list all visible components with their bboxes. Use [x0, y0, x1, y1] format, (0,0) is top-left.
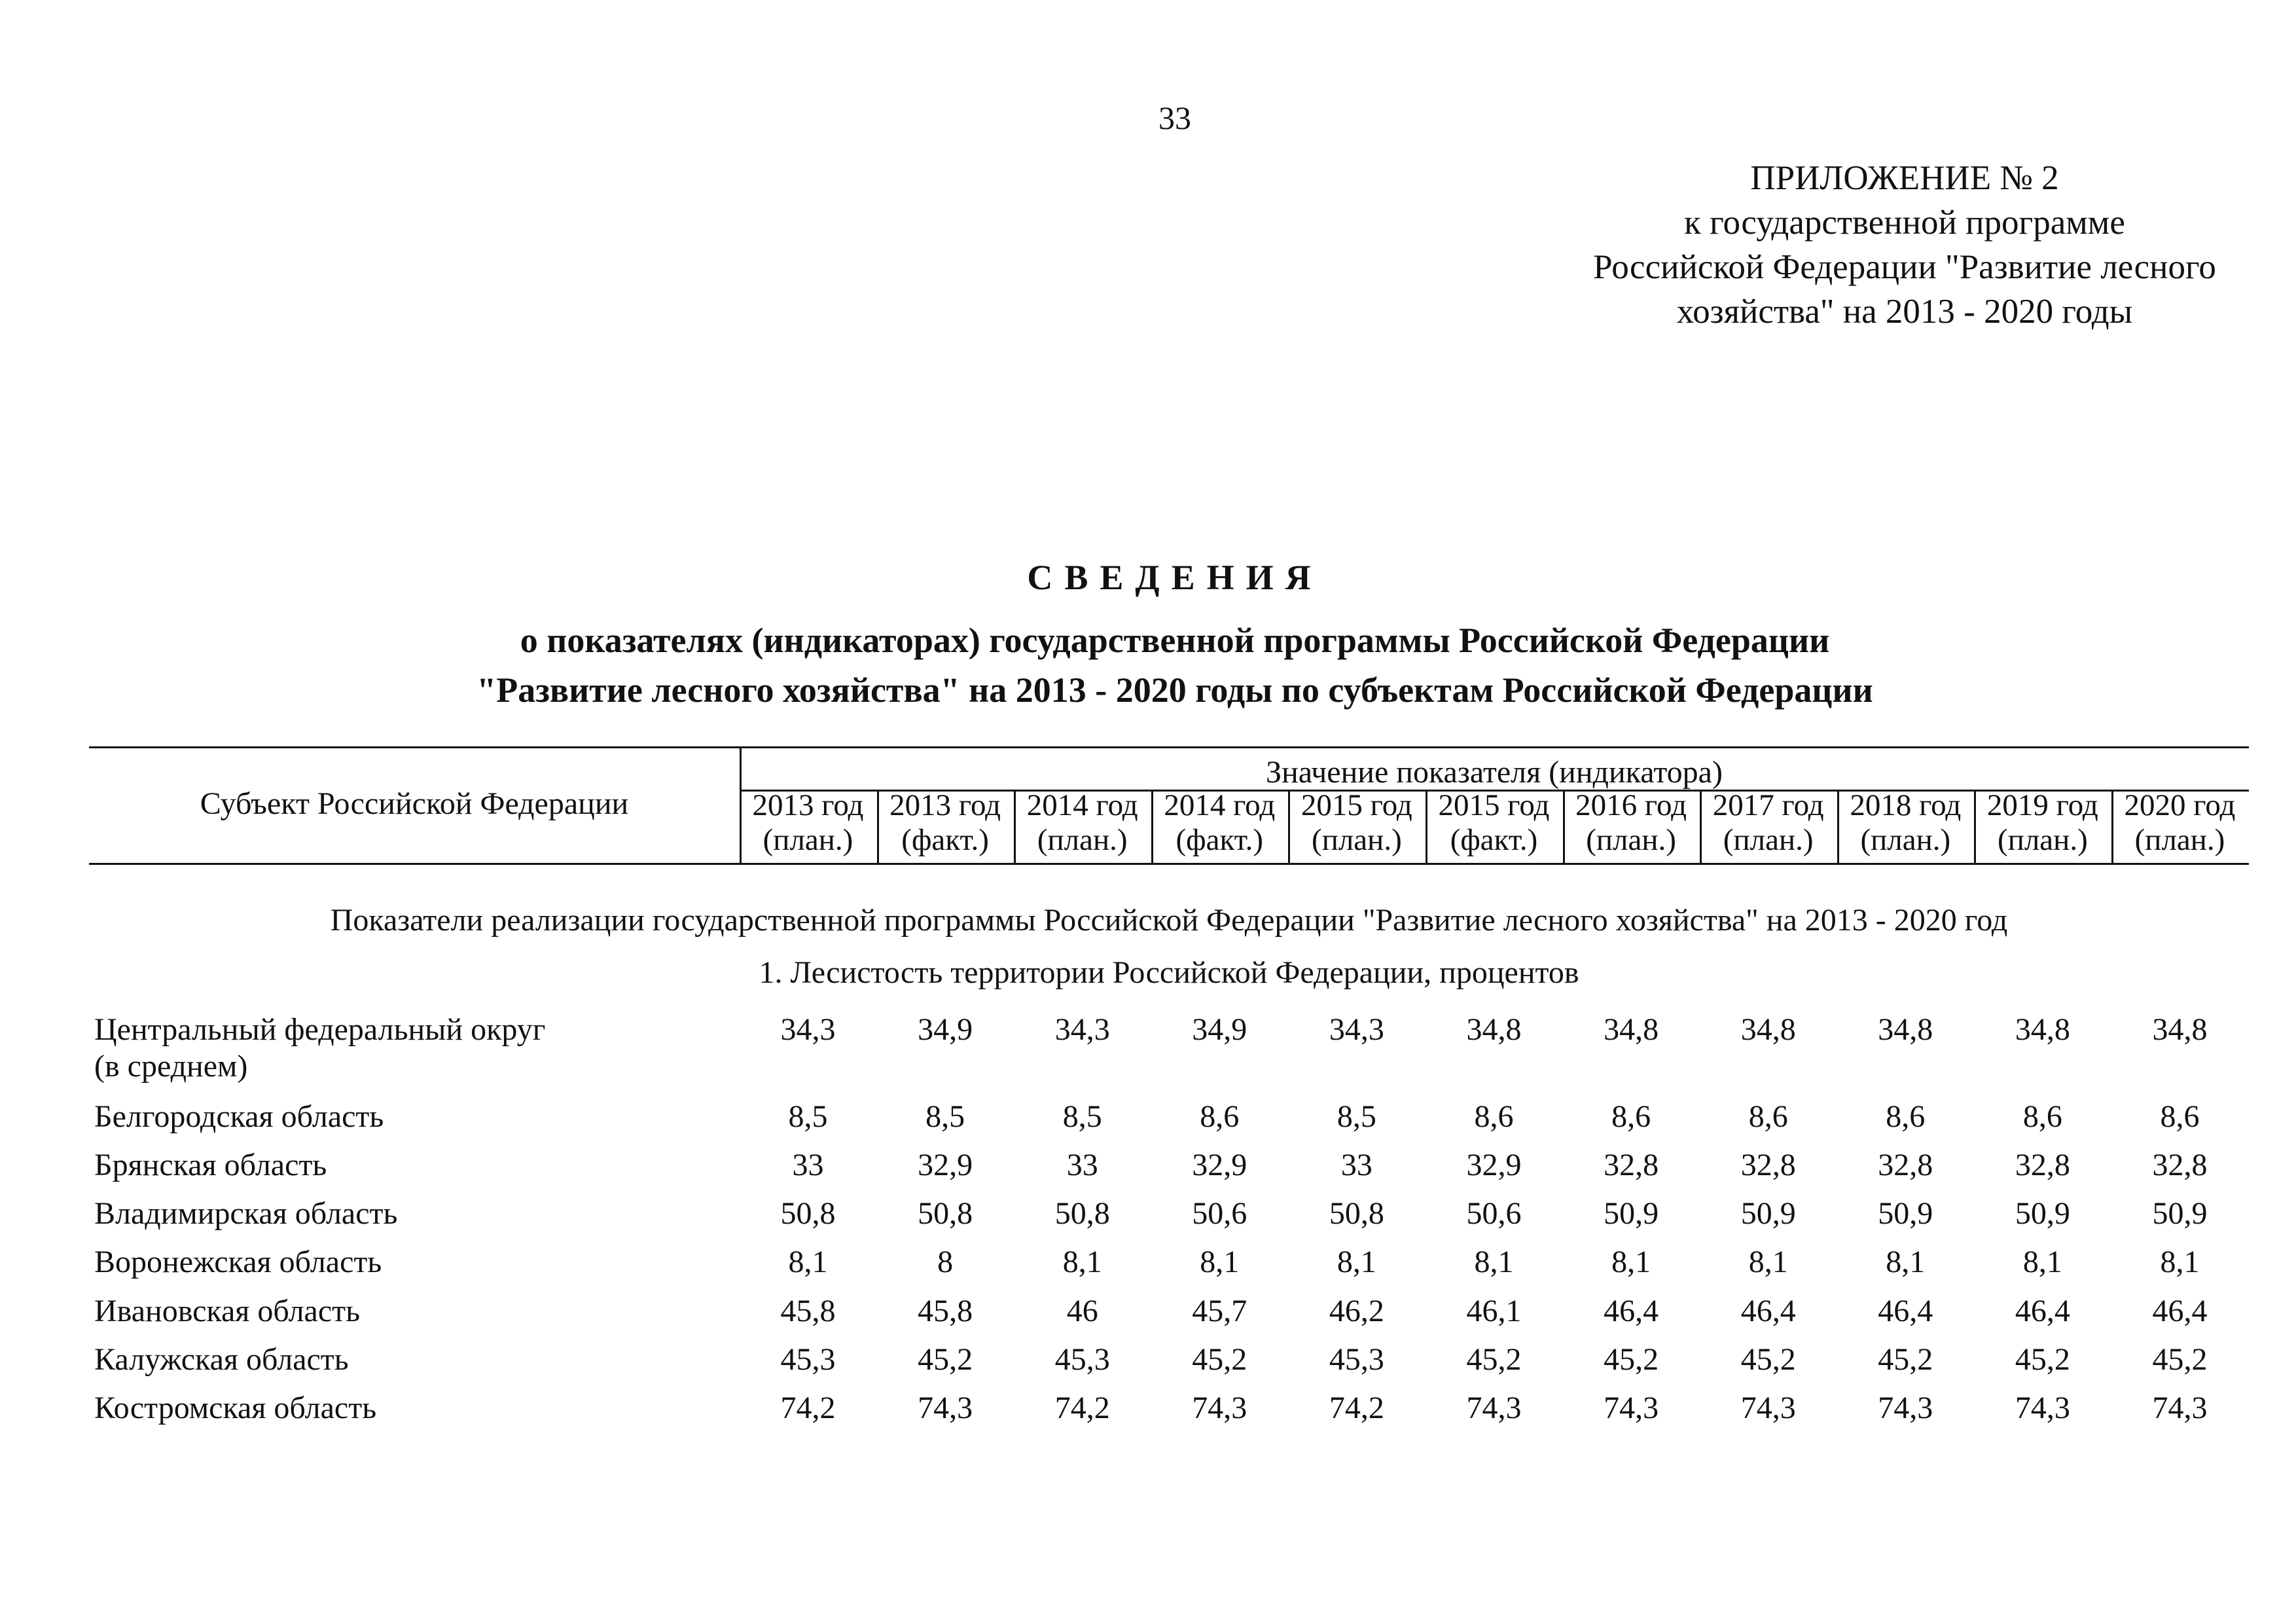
value-kind-label: (план.)	[1312, 823, 1402, 857]
region-name	[94, 1147, 723, 1184]
year-column-header	[877, 788, 1014, 858]
indicator-value: 45,2	[1604, 1342, 1659, 1377]
indicator-value: 45,2	[1466, 1342, 1522, 1377]
indicator-value: 34,3	[780, 1012, 836, 1047]
value-kind-label: (план.)	[1723, 823, 1814, 857]
year-label: 2015 год	[1300, 788, 1412, 822]
indicator-value: 32,8	[2015, 1148, 2070, 1182]
appendix-line-1: ПРИЛОЖЕНИЕ № 2	[1750, 159, 2059, 197]
region-name	[94, 1195, 723, 1232]
indicator-value: 45,2	[2015, 1342, 2070, 1377]
subtitle-line-2: "Развитие лесного хозяйства" на 2013 - 2020 годы по субъектам Российской Федерации	[476, 670, 1873, 710]
indicator-value: 50,9	[1878, 1196, 1933, 1231]
indicator-value: 45,8	[780, 1294, 836, 1328]
subject-column-header: Субъект Российской Федерации	[200, 786, 629, 821]
indicator-value: 32,9	[1466, 1148, 1522, 1182]
document-title: СВЕДЕНИЯ	[1027, 558, 1323, 597]
indicator-value: 50,9	[2015, 1196, 2070, 1231]
value-kind-label: (план.)	[1586, 823, 1676, 857]
section-title: Показатели реализации государственной программы Российской Федерации "Развитие лесного хозяйства" на 2013 - 2020 год	[330, 903, 2008, 938]
year-label: 2014 год	[1164, 788, 1276, 822]
indicator-value: 34,3	[1329, 1012, 1384, 1047]
indicator-value: 34,8	[1466, 1012, 1522, 1047]
year-column-divider	[1700, 791, 1702, 865]
indicator-value: 45,8	[918, 1294, 973, 1328]
indicator-value: 8,5	[1062, 1099, 1102, 1134]
year-column-header	[1288, 788, 1425, 858]
indicator-value: 34,9	[918, 1012, 973, 1047]
region-name-line: Калужская область	[94, 1342, 349, 1377]
region-name-line: Костромская область	[94, 1391, 377, 1425]
indicator-value: 32,9	[918, 1148, 973, 1182]
year-label: 2013 год	[889, 788, 1001, 822]
value-kind-label: (факт.)	[1175, 823, 1264, 857]
year-label: 2014 год	[1026, 788, 1138, 822]
indicator-value: 50,8	[1054, 1196, 1110, 1231]
indicator-value: 8,1	[788, 1245, 828, 1279]
indicator-value: 50,8	[918, 1196, 973, 1231]
indicator-value: 34,8	[1740, 1012, 1796, 1047]
indicator-value: 32,8	[1740, 1148, 1796, 1182]
year-column-header	[1837, 788, 1974, 858]
indicator-value: 46,4	[2015, 1294, 2070, 1328]
indicator-value: 8,6	[2160, 1099, 2200, 1134]
region-name	[94, 1341, 723, 1378]
value-kind-label: (план.)	[2134, 823, 2225, 857]
year-column-header	[1563, 788, 1700, 858]
indicator-value: 46,4	[1878, 1294, 1933, 1328]
value-kind-label: (факт.)	[901, 823, 989, 857]
value-kind-label: (план.)	[1037, 823, 1128, 857]
indicator-value: 50,6	[1192, 1196, 1247, 1231]
year-label: 2020 год	[2124, 788, 2236, 822]
indicator-value: 74,2	[1329, 1391, 1384, 1425]
indicator-value: 8,5	[1336, 1099, 1376, 1134]
region-name-line: Воронежская область	[94, 1245, 382, 1279]
indicator-value: 33	[1340, 1148, 1372, 1182]
indicator-value: 74,2	[780, 1391, 836, 1425]
indicator-value: 46,4	[1604, 1294, 1659, 1328]
indicator-value: 8,6	[2022, 1099, 2062, 1134]
year-column-header	[740, 788, 876, 858]
indicator-value: 74,2	[1054, 1391, 1110, 1425]
indicator-value: 32,8	[1878, 1148, 1933, 1182]
indicator-value: 50,8	[780, 1196, 836, 1231]
year-column-divider	[1563, 791, 1565, 865]
region-name	[94, 1099, 723, 1135]
year-label: 2015 год	[1438, 788, 1550, 822]
indicator-value: 8	[937, 1245, 954, 1279]
appendix-line-3: Российской Федерации "Развитие лесного	[1593, 248, 2216, 286]
indicator-value: 45,2	[1192, 1342, 1247, 1377]
indicator-value: 74,3	[1604, 1391, 1659, 1425]
indicator-title: 1. Лесистость территории Российской Федерации, процентов	[759, 955, 1579, 990]
year-label: 2013 год	[752, 788, 864, 822]
value-group-header: Значение показателя (индикатора)	[1266, 755, 1723, 790]
value-kind-label: (план.)	[762, 823, 853, 857]
indicator-value: 50,8	[1329, 1196, 1384, 1231]
appendix-line-2: к государственной программе	[1684, 204, 2125, 242]
appendix-line-4: хозяйства" на 2013 - 2020 годы	[1676, 293, 2133, 331]
indicator-value: 34,8	[2152, 1012, 2208, 1047]
indicator-value: 74,3	[1740, 1391, 1796, 1425]
value-kind-label: (план.)	[1998, 823, 2088, 857]
region-name-line: Белгородская область	[94, 1099, 384, 1134]
indicator-value: 46,2	[1329, 1294, 1384, 1328]
indicator-value: 74,3	[2152, 1391, 2208, 1425]
indicator-value: 45,3	[1054, 1342, 1110, 1377]
indicator-value: 74,3	[1192, 1391, 1247, 1425]
indicator-value: 74,3	[918, 1391, 973, 1425]
year-column-divider	[877, 791, 879, 865]
region-name-line: Центральный федеральный округ	[94, 1012, 546, 1047]
region-name-line: (в среднем)	[94, 1049, 248, 1084]
indicator-value: 46	[1066, 1294, 1098, 1328]
indicator-value: 8,6	[1474, 1099, 1514, 1134]
indicator-value: 32,9	[1192, 1148, 1247, 1182]
year-column-header	[1700, 788, 1837, 858]
year-label: 2018 год	[1850, 788, 1962, 822]
year-column-divider	[2111, 791, 2113, 865]
indicator-value: 8,6	[1200, 1099, 1240, 1134]
indicator-value: 34,3	[1054, 1012, 1110, 1047]
indicator-value: 8,5	[788, 1099, 828, 1134]
region-name-line: Брянская область	[94, 1148, 327, 1182]
indicator-value: 8,1	[2022, 1245, 2062, 1279]
year-column-divider	[1288, 791, 1290, 865]
indicator-value: 50,9	[1740, 1196, 1796, 1231]
indicator-value: 8,1	[1062, 1245, 1102, 1279]
year-label: 2019 год	[1986, 788, 2098, 822]
indicator-value: 74,3	[1878, 1391, 1933, 1425]
appendix-block	[1518, 156, 2291, 334]
year-column-header	[1426, 788, 1562, 858]
region-name-line: Владимирская область	[94, 1196, 398, 1231]
indicator-value: 8,1	[1611, 1245, 1651, 1279]
indicator-value: 50,9	[1604, 1196, 1659, 1231]
region-name	[94, 1012, 723, 1085]
indicator-value: 74,3	[1466, 1391, 1522, 1425]
indicator-value: 8,1	[1748, 1245, 1788, 1279]
indicator-value: 8,6	[1611, 1099, 1651, 1134]
indicator-value: 8,1	[1336, 1245, 1376, 1279]
year-column-header	[1151, 788, 1288, 858]
indicator-value: 34,9	[1192, 1012, 1247, 1047]
year-column-divider	[1014, 791, 1016, 865]
subtitle-line-1: о показателях (индикаторах) государственной программы Российской Федерации	[520, 621, 1830, 660]
indicator-value: 45,3	[780, 1342, 836, 1377]
indicator-value: 8,1	[1200, 1245, 1240, 1279]
year-column-header	[1014, 788, 1151, 858]
indicator-value: 34,8	[2015, 1012, 2070, 1047]
indicator-value: 45,7	[1192, 1294, 1247, 1328]
region-name	[94, 1390, 723, 1427]
indicator-value: 8,6	[1748, 1099, 1788, 1134]
indicator-value: 33	[1066, 1148, 1098, 1182]
indicator-value: 45,2	[2152, 1342, 2208, 1377]
year-column-header	[2111, 788, 2248, 858]
year-label: 2016 год	[1575, 788, 1687, 822]
indicator-value: 74,3	[2015, 1391, 2070, 1425]
indicator-value: 46,4	[2152, 1294, 2208, 1328]
indicator-value: 45,2	[918, 1342, 973, 1377]
year-column-divider	[1151, 791, 1153, 865]
indicator-value: 34,8	[1604, 1012, 1659, 1047]
document-subtitle	[0, 615, 2296, 715]
indicator-value: 8,1	[1886, 1245, 1926, 1279]
year-column-divider	[1426, 791, 1427, 865]
value-kind-label: (план.)	[1860, 823, 1951, 857]
indicator-value: 8,1	[1474, 1245, 1514, 1279]
indicator-value: 33	[792, 1148, 824, 1182]
year-column-divider	[1837, 791, 1839, 865]
indicator-value: 46,4	[1740, 1294, 1796, 1328]
indicator-value: 8,1	[2160, 1245, 2200, 1279]
year-label: 2017 год	[1712, 788, 1824, 822]
indicator-value: 50,6	[1466, 1196, 1522, 1231]
indicator-value: 50,9	[2152, 1196, 2208, 1231]
value-kind-label: (факт.)	[1450, 823, 1538, 857]
indicator-value: 45,2	[1740, 1342, 1796, 1377]
year-column-divider	[1974, 791, 1976, 865]
indicator-value: 8,6	[1886, 1099, 1926, 1134]
table-top-rule	[89, 746, 2249, 748]
indicator-value: 34,8	[1878, 1012, 1933, 1047]
indicator-value: 45,3	[1329, 1342, 1384, 1377]
region-name-line: Ивановская область	[94, 1294, 361, 1328]
region-name	[94, 1244, 723, 1281]
indicator-value: 8,5	[925, 1099, 965, 1134]
year-column-header	[1974, 788, 2111, 858]
table-header-bottom-rule	[89, 863, 2249, 865]
indicator-value: 46,1	[1466, 1294, 1522, 1328]
page-number: 33	[1158, 100, 1191, 136]
region-name	[94, 1293, 723, 1330]
indicator-value: 45,2	[1878, 1342, 1933, 1377]
indicator-value: 32,8	[1604, 1148, 1659, 1182]
indicator-value: 32,8	[2152, 1148, 2208, 1182]
